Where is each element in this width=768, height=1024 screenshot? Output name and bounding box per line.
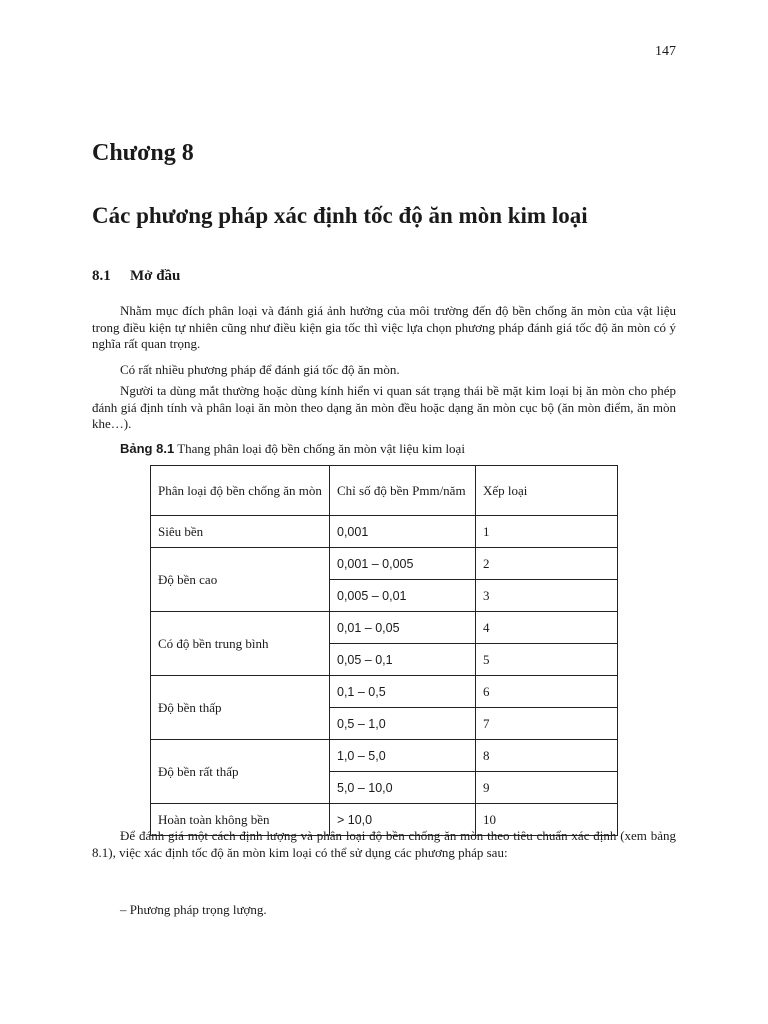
rank-cell: 7 — [476, 708, 618, 740]
category-cell: Độ bền cao — [151, 548, 330, 612]
paragraph-visual-inspection: Người ta dùng mắt thường hoặc dùng kính hiển vi quan sát trạng thái bề mặt kim loại bị ăn mòn cho phép đánh giá định tính và phân loại ăn mòn theo dạng ăn mòn đều hoặc dạng ăn mòn cục bộ (ăn mòn điểm, ăn mòn khe…). — [92, 383, 676, 431]
index-cell: 5,0 – 10,0 — [330, 772, 476, 804]
index-cell: > 10,0 — [330, 804, 476, 836]
table-caption-label: Bảng 8.1 — [120, 441, 175, 456]
section-number: 8.1 — [92, 268, 111, 284]
table-caption-text: Thang phân loại độ bền chống ăn mòn vật liệu kim loại — [174, 441, 465, 456]
index-cell: 0,001 — [330, 516, 476, 548]
list-item-weight-method: – Phương pháp trọng lượng. — [120, 902, 267, 917]
table-caption — [120, 441, 465, 457]
paragraph-quantitative: Để đánh giá một cách định lượng và phân loại độ bền chống ăn mòn theo tiêu chuẩn xác định (xem bảng 8.1), việc xác định tốc độ ăn mòn kim loại có thể sử dụng các phương pháp sau: — [92, 828, 676, 860]
rank-cell: 3 — [476, 580, 618, 612]
category-cell: Độ bền rất thấp — [151, 740, 330, 804]
index-cell: 1,0 – 5,0 — [330, 740, 476, 772]
category-cell: Hoàn toàn không bền — [151, 804, 330, 836]
paragraph-intro: Nhằm mục đích phân loại và đánh giá ảnh hưởng của môi trường đến độ bền chống ăn mòn của vật liệu trong điều kiện tự nhiên cũng như điều kiện gia tốc thì việc lựa chọn phương pháp đánh giá tốc độ ăn mòn có ý nghĩa rất quan trọng. — [92, 303, 676, 351]
category-cell: Siêu bền — [151, 516, 330, 548]
section-heading — [92, 268, 180, 285]
paragraph-methods: Có rất nhiều phương pháp để đánh giá tốc độ ăn mòn. — [120, 362, 400, 377]
rank-cell: 8 — [476, 740, 618, 772]
table-header-cell: Phân loại độ bền chống ăn mòn — [151, 466, 330, 516]
table-header-row — [151, 466, 618, 516]
page-number: 147 — [655, 44, 676, 59]
rank-cell: 10 — [476, 804, 618, 836]
index-cell: 0,5 – 1,0 — [330, 708, 476, 740]
table-row — [151, 612, 618, 644]
corrosion-resistance-table — [150, 465, 618, 836]
chapter-title: Các phương pháp xác định tốc độ ăn mòn kim loại — [92, 203, 588, 228]
table-row — [151, 740, 618, 772]
rank-cell: 1 — [476, 516, 618, 548]
table-header-cell: Xếp loại — [476, 466, 618, 516]
rank-cell: 4 — [476, 612, 618, 644]
index-cell: 0,001 – 0,005 — [330, 548, 476, 580]
index-cell: 0,005 – 0,01 — [330, 580, 476, 612]
chapter-label: Chương 8 — [92, 140, 194, 166]
table-row — [151, 548, 618, 580]
table-row — [151, 516, 618, 548]
index-cell: 0,01 – 0,05 — [330, 612, 476, 644]
rank-cell: 2 — [476, 548, 618, 580]
index-cell: 0,05 – 0,1 — [330, 644, 476, 676]
category-cell: Có độ bền trung bình — [151, 612, 330, 676]
rank-cell: 5 — [476, 644, 618, 676]
category-cell: Độ bền thấp — [151, 676, 330, 740]
rank-cell: 6 — [476, 676, 618, 708]
table-row — [151, 676, 618, 708]
section-title: Mở đầu — [130, 268, 181, 284]
table-header-cell: Chỉ số độ bền Pmm/năm — [330, 466, 476, 516]
rank-cell: 9 — [476, 772, 618, 804]
index-cell: 0,1 – 0,5 — [330, 676, 476, 708]
